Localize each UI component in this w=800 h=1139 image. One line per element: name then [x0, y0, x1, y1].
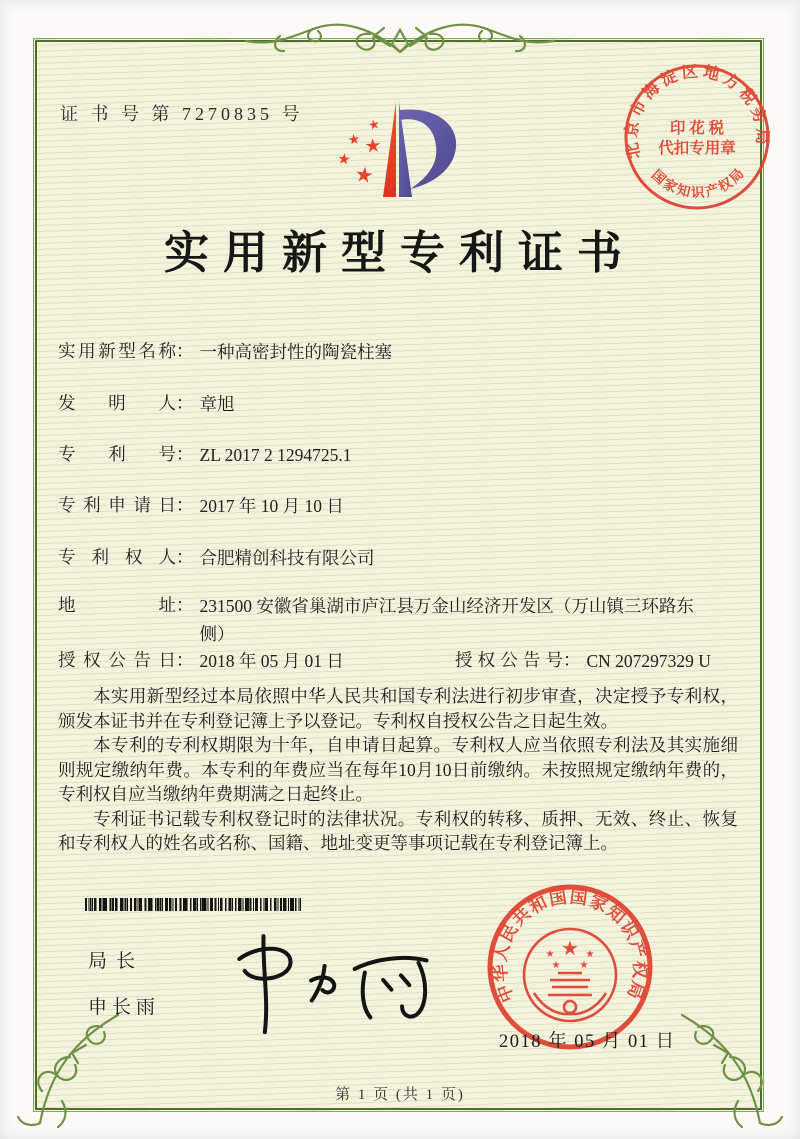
field-row-grant-number — [455, 647, 711, 675]
cnipa-logo — [330, 100, 470, 202]
field-label: 实用新型名称 — [58, 341, 176, 361]
field-value: CN 207297329 U — [586, 651, 711, 671]
field-value: 2018 年 05 月 01 日 — [199, 651, 344, 671]
svg-text:★: ★ — [551, 960, 561, 971]
field-colon: ： — [176, 341, 194, 361]
svg-text:★: ★ — [585, 949, 595, 960]
cnipa-official-seal — [486, 883, 654, 1051]
director-signature — [203, 914, 447, 1042]
field-row-address — [58, 592, 705, 649]
field-label: 专利权人 — [58, 547, 176, 567]
field-colon: ： — [176, 547, 194, 567]
certificate-title: 实用新型专利证书 — [163, 228, 636, 278]
director-name: 申长雨 — [88, 997, 161, 1018]
tax-stamp-center-line1: 印 花 税 — [669, 120, 725, 137]
tax-stamp-center-line2: 代扣专用章 — [658, 140, 736, 157]
seal-national-emblem — [524, 929, 616, 1021]
field-row-patentee — [58, 544, 375, 572]
field-row-filing-date — [58, 492, 344, 520]
logo-stars — [336, 116, 382, 188]
field-value: 章旭 — [199, 394, 235, 414]
field-value: 一种高密封性的陶瓷柱塞 — [199, 342, 392, 362]
tax-stamp-seal — [622, 62, 772, 212]
field-row-patent-number — [58, 441, 351, 469]
field-value: 合肥精创科技有限公司 — [199, 548, 375, 568]
svg-text:★: ★ — [353, 161, 376, 189]
svg-text:★: ★ — [579, 960, 589, 971]
field-label: 专利号 — [58, 444, 176, 464]
field-label: 地址 — [58, 595, 176, 615]
tax-stamp-arc-top-text: 北京市海淀区地方税务局 — [623, 63, 771, 161]
field-colon: ： — [563, 650, 581, 670]
field-value: 2017 年 10 月 10 日 — [199, 496, 344, 516]
field-label: 发明人 — [58, 393, 176, 413]
tax-stamp-arc-bottom-text: 国家知识产权局 — [648, 164, 749, 201]
svg-text:★: ★ — [346, 132, 362, 149]
svg-text:★: ★ — [336, 151, 352, 169]
field-colon: ： — [176, 444, 194, 464]
legal-paragraph-1: 本实用新型经过本局依照中华人民共和国专利法进行初步审查，决定授予专利权，颁发本证书并在专利登记簿上予以登记。专利权自授权公告之日起生效。 — [58, 686, 738, 731]
svg-text:★: ★ — [545, 949, 555, 960]
svg-text:★: ★ — [363, 135, 383, 158]
field-value: 231500 安徽省巢湖市庐江县万金山经济开发区（万山镇三环路东侧） — [199, 596, 694, 645]
logo-red-spire — [383, 102, 396, 197]
field-colon: ： — [176, 650, 194, 670]
field-label: 专利申请日 — [58, 495, 176, 515]
legal-paragraph-2: 本专利的专利权期限为十年，自申请日起算。专利权人应当依照专利法及其实施细则规定缴纳年费。本专利的年费应当在每年10月10日前缴纳。未按照规定缴纳年费的，专利权自应当缴纳年费期满之日起终止。 — [58, 735, 738, 804]
certificate-number: 证 书 号 第 7270835 号 — [60, 104, 304, 124]
seal-date: 2018 年 05 月 01 日 — [499, 1032, 676, 1052]
svg-text:★: ★ — [561, 938, 579, 960]
bottom-left-corner-flourish — [6, 1005, 126, 1131]
director-title: 局长 — [88, 951, 145, 972]
page-number-footer: 第 1 页 (共 1 页) — [335, 1087, 465, 1103]
legal-text-block — [58, 684, 738, 856]
bottom-right-corner-flourish — [674, 1005, 794, 1131]
top-border-flourish — [220, 12, 580, 64]
field-label: 授权公告日 — [58, 650, 176, 670]
field-value: ZL 2017 2 1294725.1 — [199, 445, 352, 465]
field-colon: ： — [176, 393, 194, 413]
legal-paragraph-3: 专利证书记载专利权登记时的法律状况。专利权的转移、质押、无效、终止、恢复和专利权人的姓名或名称、国籍、地址变更等事项记载在专利登记簿上。 — [58, 808, 738, 853]
field-colon: ： — [176, 595, 194, 615]
seal-arc-text: 中华人民共和国国家知识产权局 — [489, 886, 651, 1006]
barcode — [85, 898, 301, 911]
field-row-inventor — [58, 390, 235, 418]
field-label: 授权公告号 — [455, 650, 563, 670]
svg-text:国家知识产权局 — [649, 165, 748, 201]
svg-text:★: ★ — [366, 115, 382, 134]
field-colon: ： — [176, 495, 194, 515]
field-row-grant-date — [58, 647, 344, 675]
field-row-utility-name — [58, 338, 392, 366]
